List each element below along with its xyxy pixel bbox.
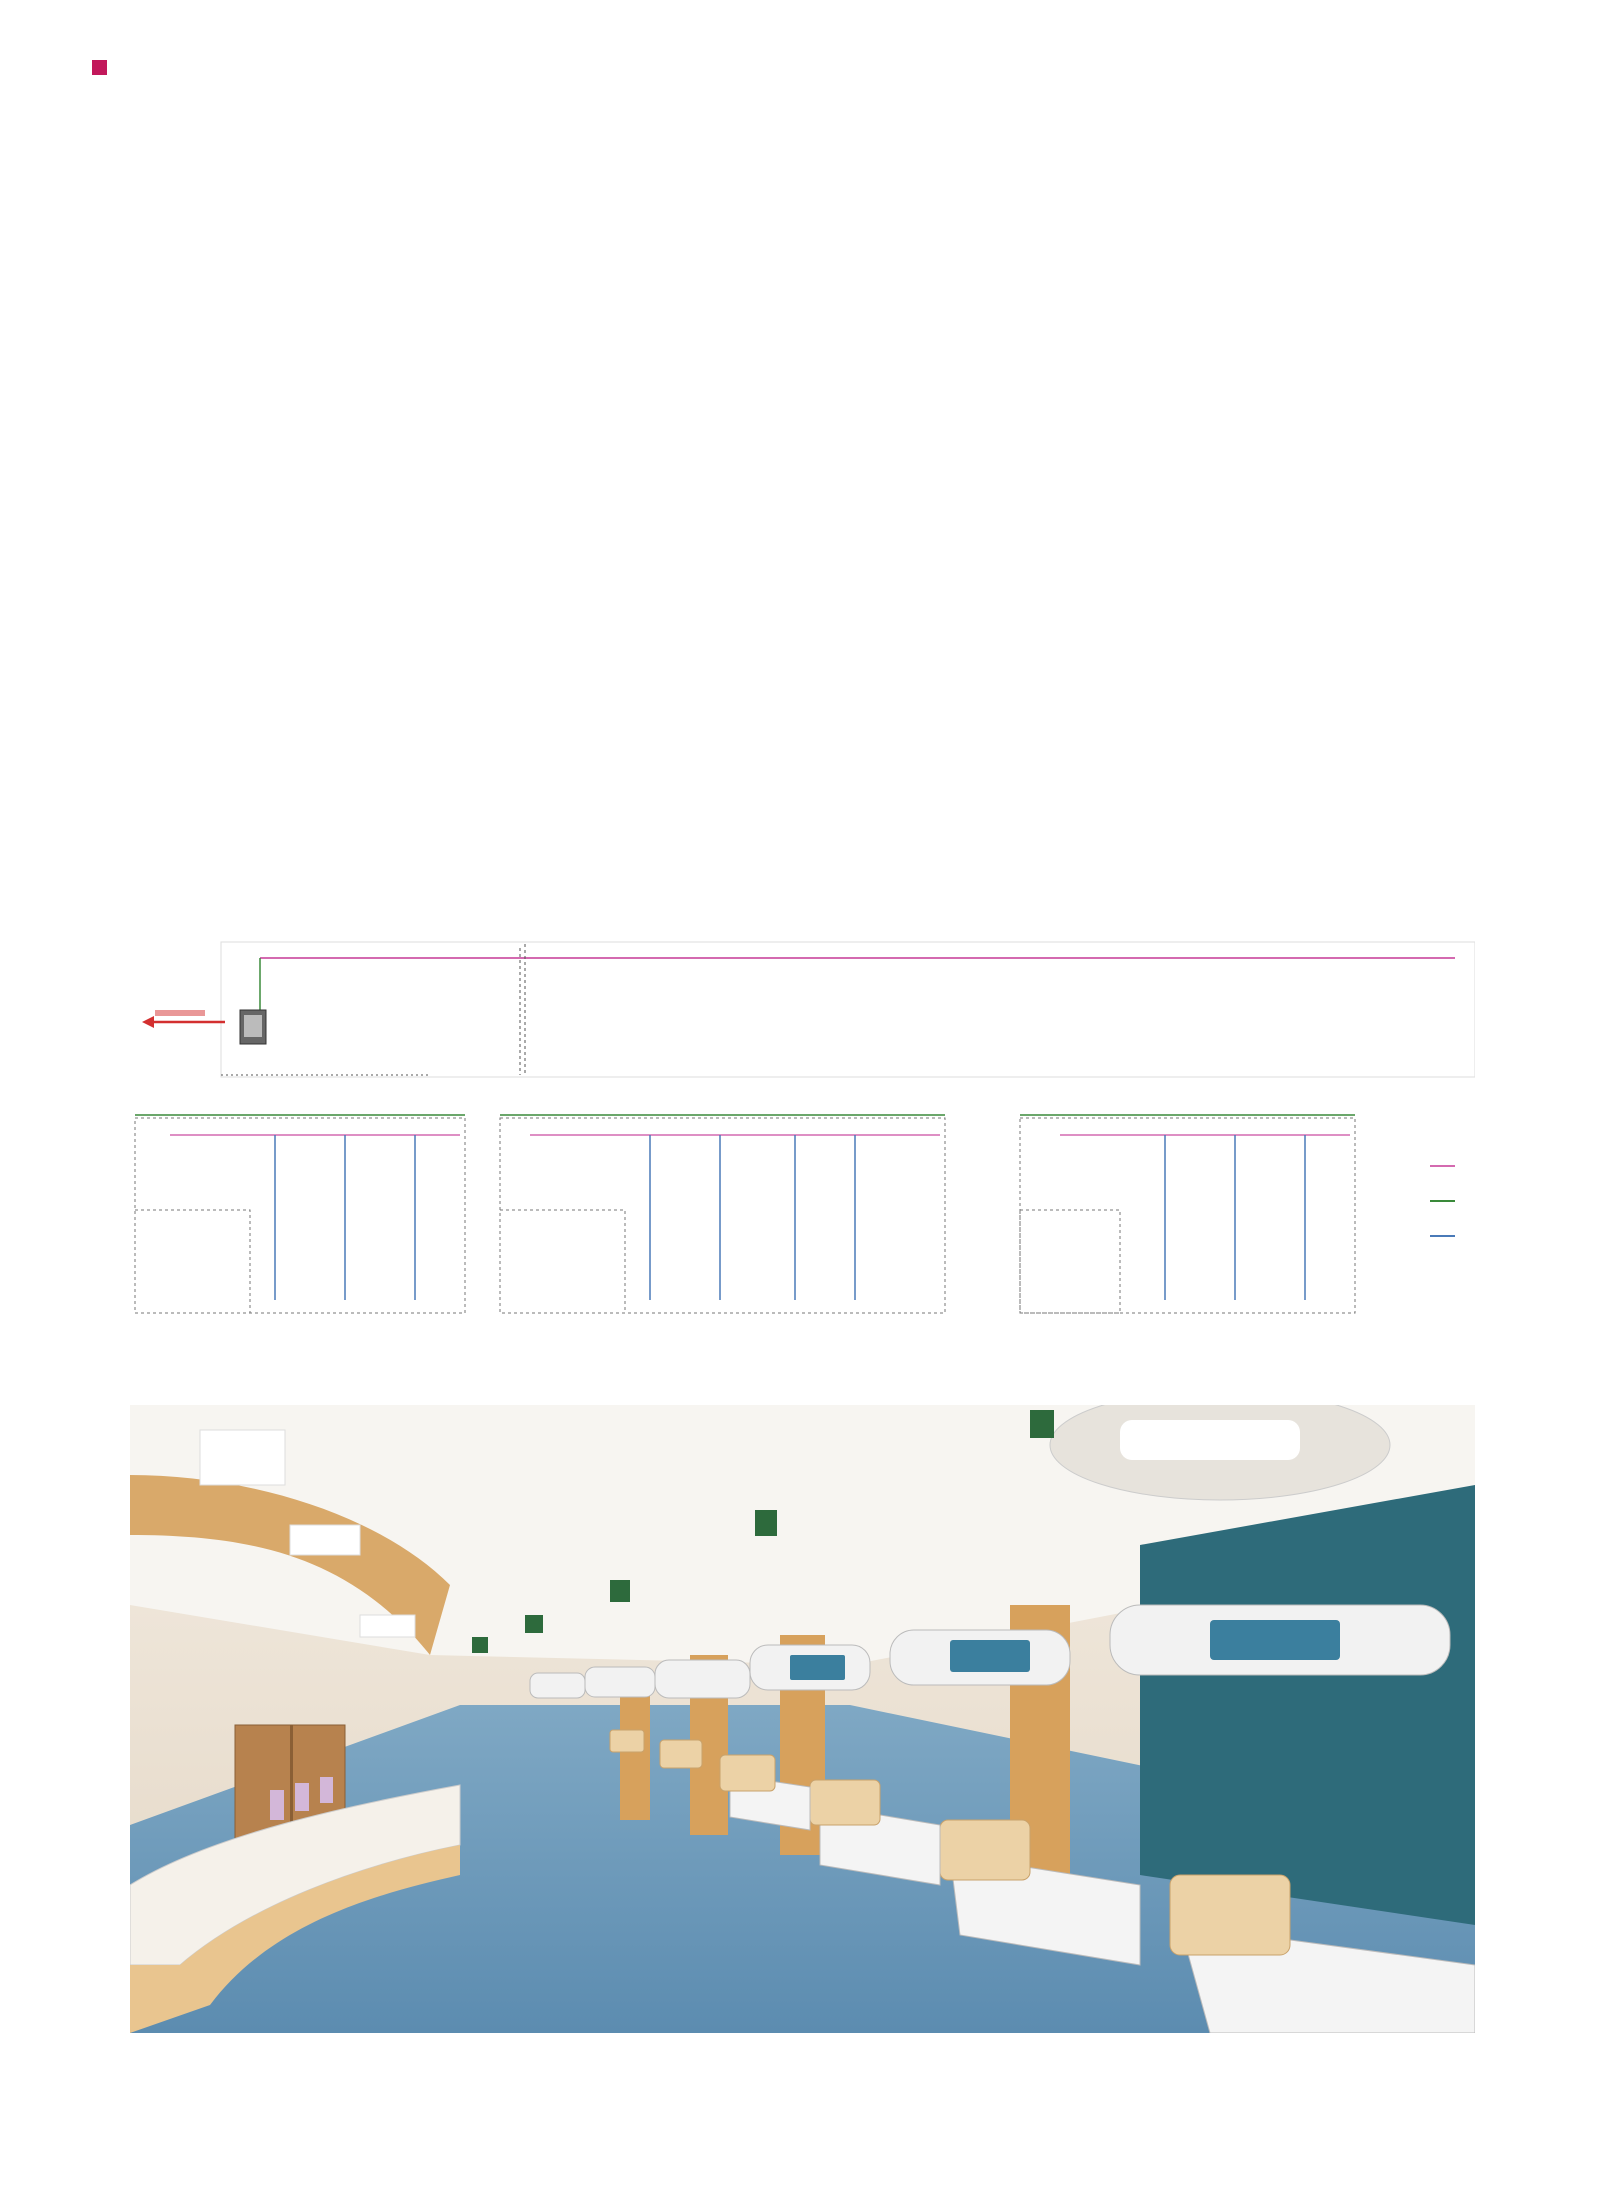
- corridor-frame: [221, 942, 1475, 1077]
- section-2-body: [130, 547, 1475, 577]
- ward-interior-photo: [130, 1405, 1475, 2033]
- control-panel-screen: [244, 1015, 262, 1037]
- lighting-wiring-diagram: [130, 930, 1475, 1370]
- bullet-square-icon: [92, 60, 107, 75]
- arrow-caption-mark: [155, 1010, 205, 1016]
- ward-1-block: [135, 1115, 465, 1313]
- ward-64-block: [1020, 1115, 1355, 1313]
- arrow-head-icon: [142, 1016, 154, 1028]
- ceiling-light: [200, 1430, 285, 1485]
- page-title: [92, 52, 115, 85]
- ward-2-block: [500, 1115, 945, 1313]
- legend: [1430, 1166, 1455, 1236]
